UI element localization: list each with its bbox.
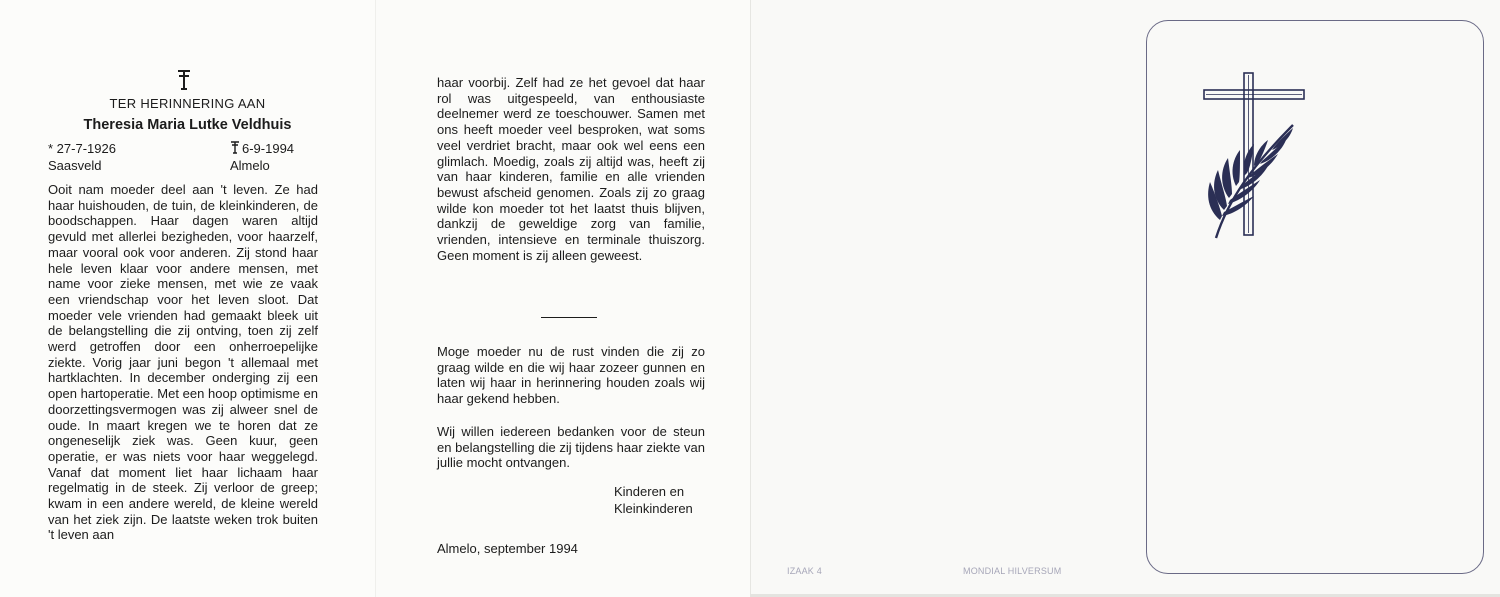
separator-line (541, 317, 597, 318)
memorial-heading: TER HERINNERING AAN (109, 96, 266, 111)
death-date-row (230, 140, 294, 157)
closing-text: Moge moeder nu de rust vinden die zij zo graag wilde en die wij haar zozeer gunnen en laten wij haar in herinnering houden zoals wij haar gekend hebben. (437, 344, 705, 407)
death-cross-icon (230, 141, 240, 154)
birth-date: * 27-7-1926 (48, 141, 116, 156)
death-place: Almelo (230, 158, 270, 173)
birth-block (48, 140, 116, 174)
death-date: 6-9-1994 (242, 141, 295, 156)
left-panel (0, 0, 375, 597)
death-block (230, 140, 294, 174)
cross-icon (176, 69, 192, 91)
place-date: Almelo, september 1994 (437, 541, 578, 556)
card-frame (1146, 20, 1484, 574)
signature-line-1: Kinderen en (614, 484, 685, 499)
left-body-text: Ooit nam moeder deel aan 't leven. Ze had haar huishouden, de tuin, de kleinkinderen, de boodschappen. Haar dagen waren altijd gevuld met allerlei bezigheden, voor haarzelf, maar vooral ook voor anderen. Zij stond haar hele leven klaar voor andere mensen, met name voor zieke mensen, met wie ze vaak een vriendschap voor het leven sloot. Dat moeder vele vrienden had gemaakt bleek uit de belangstelling die zij ontving, toen zij zelf werd getroffen door een onherroepelijke ziekte. Vorig jaar juni begon 't allemaal met hartklachten. In december onderging zij een open hartoperatie. Met een hoop optimisme en doorzettingsvermogen was zij alweer snel de oude. In maart kregen we te horen dat ze ongeneselijk ziek was. Geen kuur, geen operatie, er was niets voor haar weggelegd. Vanaf dat moment liet haar lichaam haar regelmatig in de steek. Zij verloor de greep; kwam in een andere wereld, de kleine wereld van het ziek zijn. De laatste weken trok buiten 't leven aan (48, 182, 318, 543)
birth-place: Saasveld (48, 158, 102, 173)
signature (614, 483, 693, 517)
deceased-name: Theresia Maria Lutke Veldhuis (83, 117, 292, 133)
printer-code: IZAAK 4 (787, 566, 822, 576)
thanks-text: Wij willen iedereen bedanken voor de steun en belangstelling die zij tijdens haar ziekte van jullie mocht ontvangen. (437, 424, 705, 471)
middle-body-text: haar voorbij. Zelf had ze het gevoel dat haar rol was uitgespeeld, van enthousiaste deelnemer werd ze toeschouwer. Samen met ons heeft moeder veel besproken, wat soms veel verdriet bracht, maar ook wel eens een glimlach. Moedig, zoals zij altijd was, heeft zij van haar kinderen, familie en alle vrienden bewust afscheid genomen. Zoals zij zo graag wilde kon moeder tot het laatst thuis blijven, dankzij de geweldige zorg van familie, vrienden, intensieve en terminale thuiszorg. Geen moment is zij alleen geweest. (437, 75, 705, 263)
cross-with-palm-branch-icon (1198, 70, 1310, 246)
printer-name: MONDIAL HILVERSUM (963, 566, 1062, 576)
signature-line-2: Kleinkinderen (614, 501, 693, 516)
